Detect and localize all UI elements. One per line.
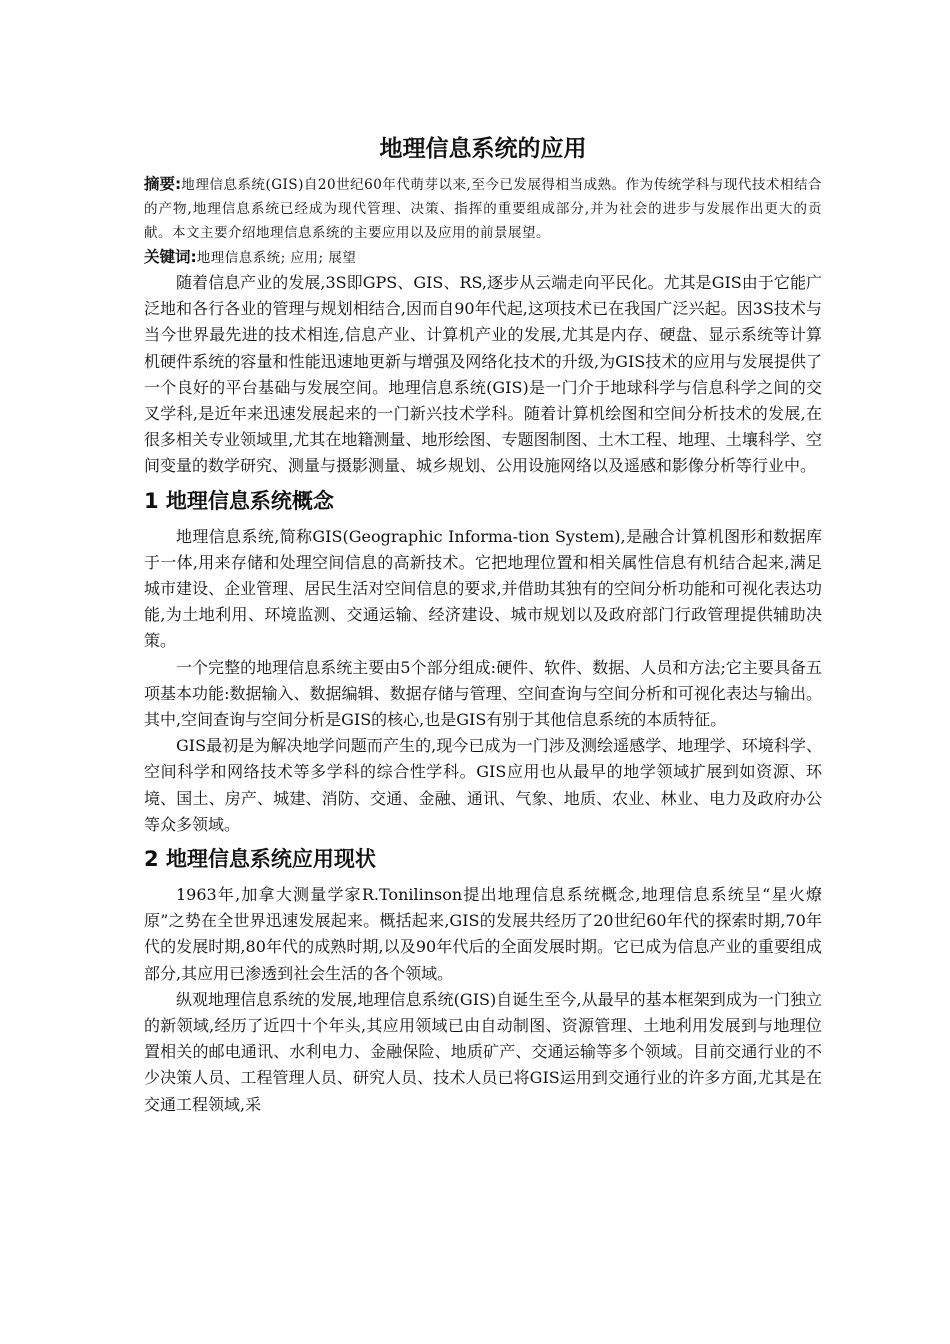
section-1-paragraph: 地理信息系统,简称GIS(Geographic Informa-tion System),是融合计算机图形和数据库于一体,用来存储和处理空间信息的高新技术。它把地理位置和相关属性信息有机结合起来,满足城市建设、企业管理、居民生活对空间信息的要求,并借助其独有的空间分析功能和可视化表达功能,为土地利用、环境监测、交通运输、经济建设、城市规划以及政府部门行政管理提供辅助决策。 <box>144 526 822 651</box>
keywords-text: 地理信息系统; 应用; 展望 <box>196 250 357 266</box>
section-2-paragraph: 1963年,加拿大测量学家R.Tonilinson提出地理信息系统概念,地理信息系统呈“星火燎原”之势在全世界迅速发展起来。概括起来,GIS的发展共经历了20世纪60年代的探索时期,70年代的发展时期,80年代的成熟时期,以及90年代后的全面发展时期。它已成为信息产业的重要组成部分,其应用已渗透到社会生活的各个领域。 <box>144 885 822 983</box>
section-1-heading: 1 地理信息系统概念 <box>144 488 334 513</box>
abstract-label: 摘要: <box>144 175 182 193</box>
document-page <box>144 132 822 1118</box>
abstract-text: 地理信息系统(GIS)自20世纪60年代萌芽以来,至今已发展得相当成熟。作为传统学科与现代技术相结合的产物,地理信息系统已经成为现代管理、决策、指挥的重要组成部分,并为社会的进步与发展作出更大的贡献。本文主要介绍地理信息系统的主要应用以及应用的前景展望。 <box>144 177 823 241</box>
document-title: 地理信息系统的应用 <box>379 136 587 162</box>
intro-paragraph: 随着信息产业的发展,3S即GPS、GIS、RS,逐步从云端走向平民化。尤其是GIS由于它能广泛地和各行各业的管理与规划相结合,因而自90年代起,这项技术已在我国广泛兴起。因3S技术与当今世界最先进的技术相连,信息产业、计算机产业的发展,尤其是内存、硬盘、显示系统等计算机硬件系统的容量和性能迅速地更新与增强及网络化技术的升级,为GIS技术的应用与发展提供了一个良好的平台基础与发展空间。地理信息系统(GIS)是一门介于地球科学与信息科学之间的交叉学科,是近年来迅速发展起来的一门新兴技术学科。随着计算机绘图和空间分析技术的发展,在很多相关专业领域里,尤其在地籍测量、地形绘图、专题图制图、土木工程、地理、土壤科学、空间变量的数学研究、测量与摄影测量、城乡规划、公用设施网络以及遥感和影像分析等行业中。 <box>144 273 822 476</box>
section-2-paragraph: 纵观地理信息系统的发展,地理信息系统(GIS)自诞生至今,从最早的基本框架到成为一门独立的新领域,经历了近四十个年头,其应用领域已由自动制图、资源管理、土地利用发展到与地理位置相关的邮电通讯、水利电力、金融保险、地质矿产、交通运输等多个领域。目前交通行业的不少决策人员、工程管理人员、研究人员、技术人员已将GIS运用到交通行业的许多方面,尤其是在交通工程领域,采 <box>144 989 822 1114</box>
section-2-heading: 2 地理信息系统应用现状 <box>144 847 376 872</box>
abstract <box>144 172 822 245</box>
keywords-label: 关键词: <box>144 248 197 266</box>
section-1-paragraph: 一个完整的地理信息系统主要由5个部分组成:硬件、软件、数据、人员和方法;它主要具备五项基本功能:数据输入、数据编辑、数据存储与管理、空间查询与空间分析和可视化表达与输出。其中,空间查询与空间分析是GIS的核心,也是GIS有别于其他信息系统的本质特征。 <box>144 657 822 730</box>
section-1-paragraph: GIS最初是为解决地学问题而产生的,现今已成为一门涉及测绘遥感学、地理学、环境科学、空间科学和网络技术等多学科的综合性学科。GIS应用也从最早的地学领域扩展到如资源、环境、国土、房产、城建、消防、交通、金融、通讯、气象、地质、农业、林业、电力及政府办公等众多领域。 <box>144 736 822 834</box>
keywords <box>144 245 822 270</box>
